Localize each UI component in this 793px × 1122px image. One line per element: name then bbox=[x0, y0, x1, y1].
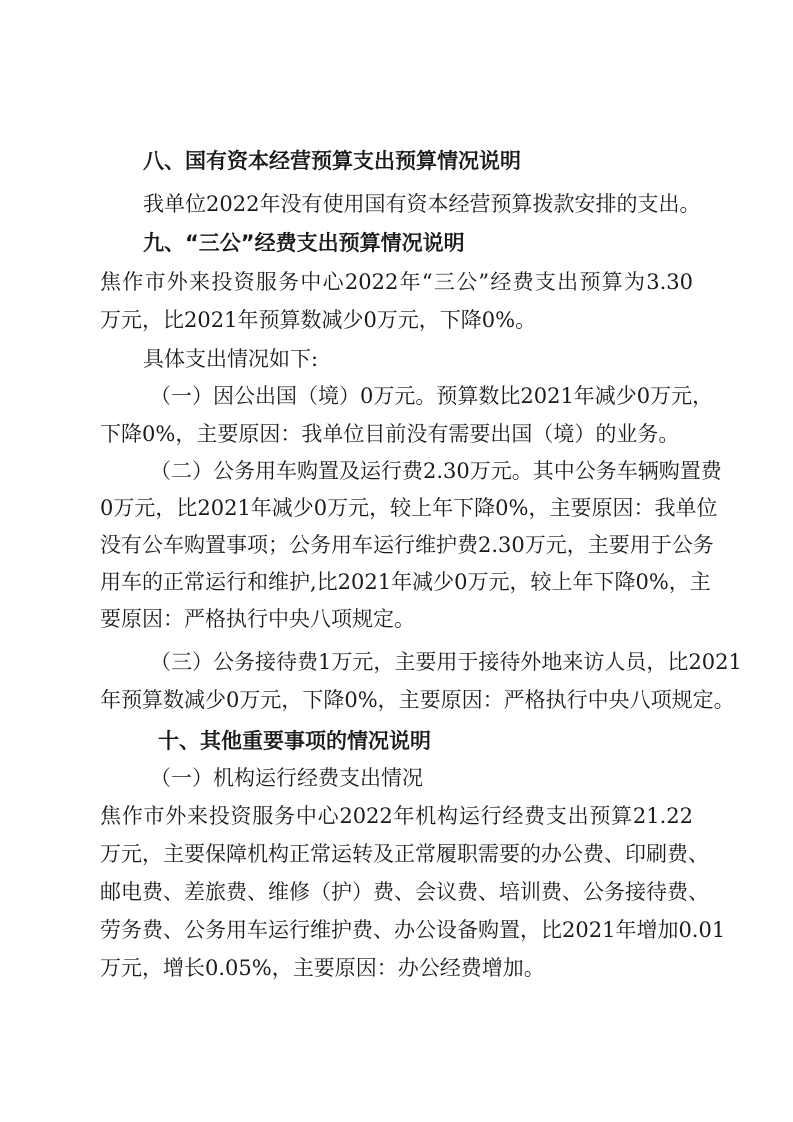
paragraph-line: 用车的正常运行和维护,比2021年减少0万元，较上年下降0%，主 bbox=[100, 570, 711, 594]
paragraph-line: （三）公务接待费1万元，主要用于接待外地来访人员，比2021 bbox=[150, 650, 742, 674]
paragraph-line: 万元，比2021年预算数减少0万元，下降0%。 bbox=[100, 308, 537, 332]
paragraph-line: 邮电费、差旅费、维修（护）费、会议费、培训费、公务接待费、 bbox=[100, 880, 709, 904]
paragraph-line: 年预算数减少0万元，下降0%，主要原因：严格执行中央八项规定。 bbox=[100, 688, 735, 712]
paragraph-line: 焦作市外来投资服务中心2022年“三公”经费支出预算为3.30 bbox=[100, 270, 693, 294]
paragraph-line: 万元，主要保障机构正常运转及正常履职需要的办公费、印刷费、 bbox=[100, 842, 709, 866]
paragraph-line: 下降0%，主要原因：我单位目前没有需要出国（境）的业务。 bbox=[100, 422, 680, 446]
heading-section-10: 十、其他重要事项的情况说明 bbox=[158, 729, 431, 753]
paragraph-line: 没有公车购置事项；公务用车运行维护费2.30万元，主要用于公务 bbox=[100, 533, 714, 557]
paragraph-line: （一）因公出国（境）0万元。预算数比2021年减少0万元， bbox=[150, 384, 714, 408]
heading-section-9: 九、“三公”经费支出预算情况说明 bbox=[143, 231, 465, 255]
paragraph-line: （二）公务用车购置及运行费2.30万元。其中公务车辆购置费 bbox=[150, 459, 722, 483]
paragraph-line: 我单位2022年没有使用国有资本经营预算拨款安排的支出。 bbox=[143, 192, 701, 216]
paragraph-line: 焦作市外来投资服务中心2022年机构运行经费支出预算21.22 bbox=[100, 804, 693, 828]
heading-section-8: 八、国有资本经营预算支出预算情况说明 bbox=[143, 149, 521, 173]
paragraph-line: 要原因：严格执行中央八项规定。 bbox=[100, 607, 415, 631]
paragraph-line: 劳务费、公务用车运行维护费、办公设备购置，比2021年增加0.01 bbox=[100, 918, 726, 942]
paragraph-line: （一）机构运行经费支出情况 bbox=[150, 766, 423, 790]
paragraph-line: 具体支出情况如下: bbox=[143, 347, 319, 371]
paragraph-line: 万元，增长0.05%，主要原因：办公经费增加。 bbox=[100, 956, 545, 980]
paragraph-line: 0万元，比2021年减少0万元，较上年下降0%，主要原因：我单位 bbox=[100, 496, 718, 520]
